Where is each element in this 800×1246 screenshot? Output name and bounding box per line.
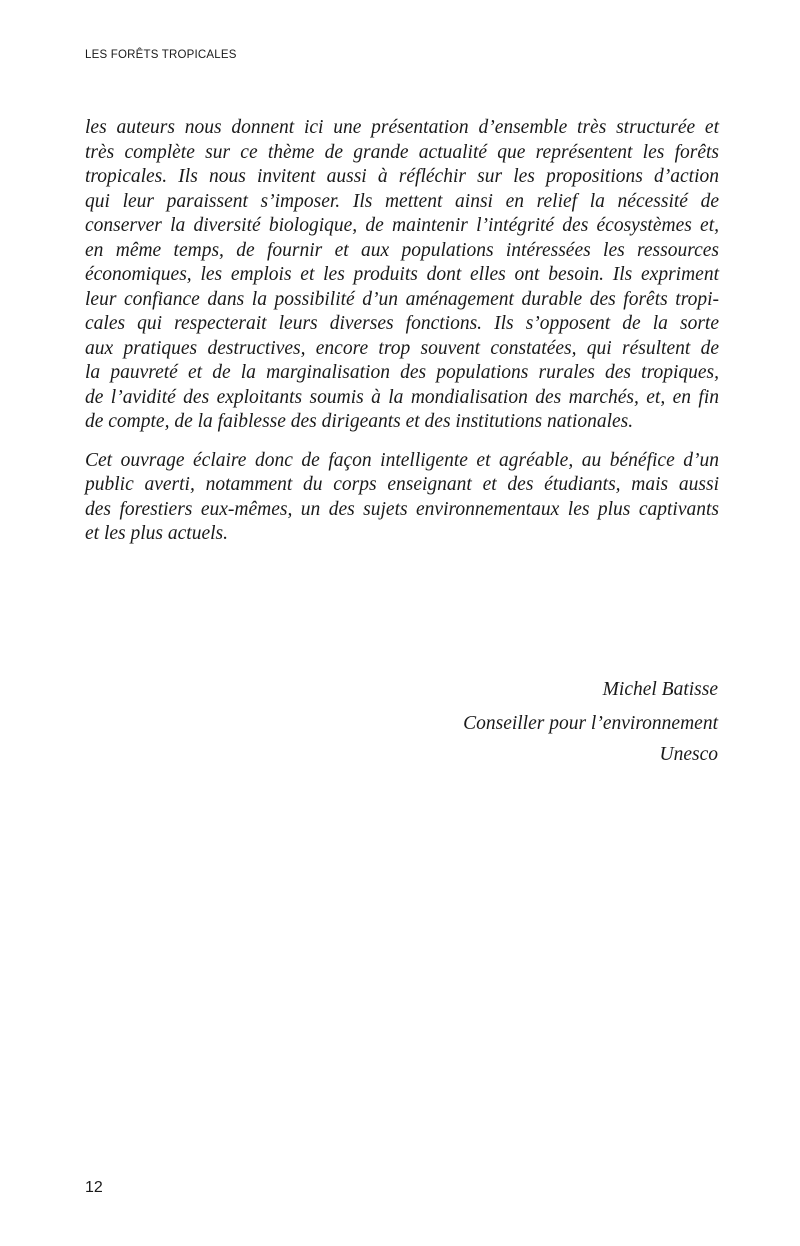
text-line: et les plus actuels.	[85, 523, 228, 544]
text-line: aux pratiques destructives, encore trop souvent constatées, qui résultent de	[85, 337, 719, 359]
text-line: cales qui respecterait leurs diverses fonctions. Ils s’opposent de la sorte	[85, 313, 719, 334]
running-header: LES FORÊTS TROPICALES	[85, 49, 237, 61]
text-line: économiques, les emplois et les produits dont elles ont besoin. Ils expriment	[85, 264, 719, 285]
text-line: public averti, notamment du corps enseignant et des étudiants, mais aussi	[85, 474, 719, 495]
text-line: de compte, de la faiblesse des dirigeants et des institutions nationales.	[85, 411, 634, 432]
text-line: en même temps, de fournir et aux populations intéressées les ressources	[85, 239, 719, 261]
page-number: 12	[85, 1179, 103, 1196]
text-line: de l’avidité des exploitants soumis à la mondialisation des marchés, et, en fin	[85, 386, 719, 408]
signature-name: Michel Batisse	[602, 679, 718, 700]
signature-organization: Unesco	[659, 744, 718, 765]
text-line: très complète sur ce thème de grande actualité que représentent les forêts	[85, 141, 719, 163]
text-line: Cet ouvrage éclaire donc de façon intelligente et agréable, au bénéfice d’un	[85, 449, 719, 471]
text-line: des forestiers eux-mêmes, un des sujets environnementaux les plus captivants	[85, 498, 719, 520]
text-line: les auteurs nous donnent ici une présentation d’ensemble très structurée et	[85, 117, 719, 138]
body-text	[85, 116, 719, 547]
paragraph-1	[85, 116, 719, 435]
text-line: qui leur paraissent s’imposer. Ils mettent ainsi en relief la nécessité de	[85, 190, 719, 212]
text-line: la pauvreté et de la marginalisation des populations rurales des tropiques,	[85, 362, 719, 383]
paragraph-2	[85, 449, 719, 547]
text-line: tropicales. Ils nous invitent aussi à réfléchir sur les propositions d’action	[85, 166, 719, 187]
signature-title: Conseiller pour l’environnement	[463, 713, 718, 734]
text-line: conserver la diversité biologique, de maintenir l’intégrité des écosystèmes et,	[85, 215, 719, 236]
text-line: leur confiance dans la possibilité d’un aménagement durable des forêts tropi-	[85, 288, 719, 310]
